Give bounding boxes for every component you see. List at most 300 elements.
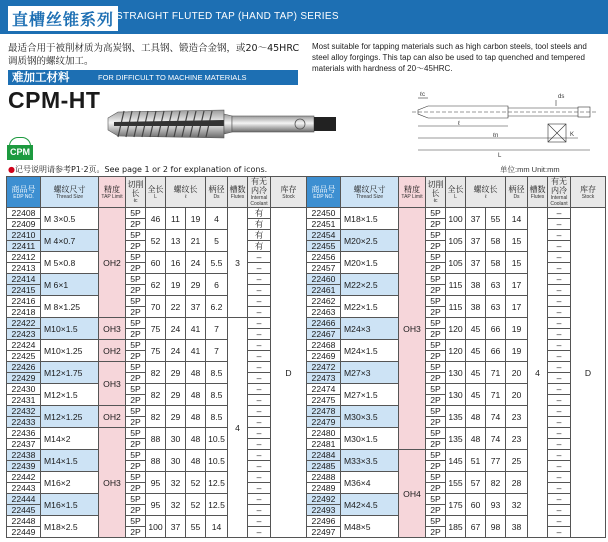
edp-no: 22425 (7, 351, 41, 362)
edp-no: 22416 (7, 296, 41, 307)
col-header-en: Thread Size (356, 193, 383, 200)
internal-coolant: – (248, 428, 271, 439)
internal-coolant: – (248, 307, 271, 318)
internal-coolant: – (548, 230, 571, 241)
col-header-7 (228, 177, 248, 208)
cutting-length: 2P (126, 439, 146, 450)
edp-no: 22457 (307, 263, 341, 274)
cutting-length: 5P (426, 428, 446, 439)
col-header-cn: 螺纹长 (473, 184, 498, 194)
table-row (7, 208, 307, 219)
table-row (7, 406, 307, 417)
col-header-8 (248, 177, 271, 208)
edp-no: 22430 (7, 384, 41, 395)
dim-l: 16 (166, 252, 186, 274)
dim-ds: 7 (206, 318, 228, 340)
col-header-cn: 库存 (580, 184, 596, 194)
internal-coolant: – (548, 263, 571, 274)
edp-no: 22426 (7, 362, 41, 373)
dim-L: 105 (446, 252, 466, 274)
dim-ds: 5 (206, 230, 228, 252)
icon-note (8, 164, 267, 175)
label-L: L (498, 153, 502, 159)
edp-no: 22432 (7, 406, 41, 417)
col-header-3 (126, 177, 146, 208)
col-header-5 (166, 177, 206, 208)
col-header-3 (426, 177, 446, 208)
col-header-4 (446, 177, 466, 208)
dim-ds: 12.5 (206, 494, 228, 516)
spec-table-right (306, 176, 606, 538)
dim-d: 52 (186, 472, 206, 494)
col-header-cn: 有无内冷 (251, 177, 267, 195)
internal-coolant: – (548, 516, 571, 527)
label-ds: ds (558, 94, 565, 100)
thread-size: M36×4 (341, 472, 399, 494)
col-header-9 (571, 177, 606, 208)
cutting-length: 5P (426, 406, 446, 417)
label-l: ℓ (458, 121, 460, 127)
dim-l: 29 (166, 406, 186, 428)
col-header-cn: 螺纹长 (173, 184, 198, 194)
dim-ds: 14 (206, 516, 228, 538)
edp-no: 22479 (307, 417, 341, 428)
label-ln: ℓn (493, 133, 499, 139)
thread-size: M48×5 (341, 516, 399, 538)
col-header-cn: 有无内冷 (551, 177, 567, 195)
note-text: 记号说明请参考P1·2页。See page 1 or 2 for explanation of icons. (14, 165, 268, 174)
edp-no: 22439 (7, 461, 41, 472)
dim-L: 100 (446, 208, 466, 230)
dim-d: 74 (486, 406, 506, 428)
cutting-length: 5P (126, 494, 146, 505)
dim-l: 29 (166, 384, 186, 406)
edp-no: 22442 (7, 472, 41, 483)
dim-ds: 7 (206, 340, 228, 362)
dim-d: 29 (186, 274, 206, 296)
dim-d: 77 (486, 450, 506, 472)
internal-coolant: – (248, 439, 271, 450)
internal-coolant: 有 (248, 230, 271, 241)
dim-ds: 32 (506, 494, 528, 516)
dim-l: 48 (466, 406, 486, 428)
thread-size: M20×1.5 (341, 252, 399, 274)
edp-no: 22424 (7, 340, 41, 351)
edp-no: 22469 (307, 351, 341, 362)
dim-L: 155 (446, 472, 466, 494)
cutting-length: 2P (126, 395, 146, 406)
cutting-length: 5P (426, 494, 446, 505)
dim-ds: 17 (506, 296, 528, 318)
dim-L: 95 (146, 494, 166, 516)
dim-d: 71 (486, 362, 506, 384)
cutting-length: 5P (426, 252, 446, 263)
col-header-en: ℓc (433, 198, 438, 204)
thread-size: M 5×0.8 (41, 252, 99, 274)
edp-no: 22436 (7, 428, 41, 439)
edp-no: 22455 (307, 241, 341, 252)
label-lc: ℓc (420, 92, 425, 98)
edp-no: 22415 (7, 285, 41, 296)
internal-coolant: – (548, 483, 571, 494)
dim-L: 75 (146, 340, 166, 362)
dim-ds: 19 (506, 318, 528, 340)
table-row (307, 384, 606, 395)
table-row (7, 340, 307, 351)
cutting-length: 5P (126, 472, 146, 483)
col-header-en: Ds (513, 193, 520, 200)
thread-size: M 4×0.7 (41, 230, 99, 252)
edp-no: 22454 (307, 230, 341, 241)
internal-coolant: – (548, 527, 571, 538)
cutting-length: 2P (126, 505, 146, 516)
dim-l: 37 (466, 252, 486, 274)
internal-coolant: – (248, 395, 271, 406)
edp-no: 22413 (7, 263, 41, 274)
internal-coolant: – (548, 505, 571, 516)
cutting-length: 2P (426, 505, 446, 516)
table-row (7, 362, 307, 373)
col-header-en: ℓ (484, 193, 487, 200)
thread-size: M16×1.5 (41, 494, 99, 516)
table-head-left (7, 177, 307, 208)
cutting-length: 2P (126, 483, 146, 494)
col-header-6 (506, 177, 528, 208)
col-header-1 (341, 177, 399, 208)
thread-size: M14×2 (41, 428, 99, 450)
dim-ds: 8.5 (206, 384, 228, 406)
edp-no: 22448 (7, 516, 41, 527)
table-row (307, 516, 606, 527)
dim-d: 66 (486, 340, 506, 362)
edp-no: 22461 (307, 285, 341, 296)
edp-no: 22475 (307, 395, 341, 406)
dim-d: 24 (186, 252, 206, 274)
thread-size: M10×1.5 (41, 318, 99, 340)
thread-size: M22×2.5 (341, 274, 399, 296)
dim-L: 115 (446, 274, 466, 296)
dim-l: 48 (466, 428, 486, 450)
col-header-cn: 精度 (404, 184, 420, 194)
category-subtitle: FOR DIFFICULT TO MACHINE MATERIALS (98, 73, 247, 82)
dim-L: 88 (146, 450, 166, 472)
internal-coolant: – (248, 406, 271, 417)
dim-L: 105 (446, 230, 466, 252)
dim-L: 52 (146, 230, 166, 252)
col-header-en: Flutes (530, 193, 545, 200)
cutting-length: 2P (426, 285, 446, 296)
dim-L: 175 (446, 494, 466, 516)
tap-limit: OH3 (399, 208, 426, 450)
tap-limit: OH2 (99, 406, 126, 428)
cutting-length: 5P (426, 208, 446, 219)
cutting-length: 5P (126, 340, 146, 351)
internal-coolant: 有 (248, 208, 271, 219)
dim-L: 95 (146, 472, 166, 494)
dim-L: 130 (446, 362, 466, 384)
thread-size: M18×1.5 (341, 208, 399, 230)
dim-ds: 25 (506, 450, 528, 472)
thread-size: M12×1.75 (41, 362, 99, 384)
thread-size: M20×2.5 (341, 230, 399, 252)
dim-d: 63 (486, 296, 506, 318)
col-header-2 (99, 177, 126, 208)
internal-coolant: – (548, 406, 571, 417)
internal-coolant: – (248, 494, 271, 505)
thread-size: M 3×0.5 (41, 208, 99, 230)
dim-l: 11 (166, 208, 186, 230)
col-header-6 (206, 177, 228, 208)
tap-limit: OH2 (99, 340, 126, 362)
edp-no: 22414 (7, 274, 41, 285)
edp-no: 22445 (7, 505, 41, 516)
dim-d: 74 (486, 428, 506, 450)
edp-no: 22451 (307, 219, 341, 230)
dim-L: 62 (146, 274, 166, 296)
table-row (307, 472, 606, 483)
col-header-en: Thread Size (56, 193, 83, 200)
cutting-length: 2P (426, 527, 446, 538)
internal-coolant: – (548, 351, 571, 362)
edp-no: 22466 (307, 318, 341, 329)
internal-coolant: – (248, 296, 271, 307)
edp-no: 22472 (307, 362, 341, 373)
internal-coolant: – (548, 461, 571, 472)
dim-l: 57 (466, 472, 486, 494)
product-name: CPM-HT (8, 87, 101, 113)
col-header-en: ℓc (133, 198, 138, 204)
table-row (7, 428, 307, 439)
thread-size: M42×4.5 (341, 494, 399, 516)
dim-d: 48 (186, 406, 206, 428)
dim-l: 22 (166, 296, 186, 318)
dim-l: 45 (466, 318, 486, 340)
edp-no: 22429 (7, 373, 41, 384)
spec-table-left (6, 176, 307, 538)
dim-L: 130 (446, 384, 466, 406)
table-row (7, 516, 307, 527)
internal-coolant: – (548, 219, 571, 230)
tap-limit: OH3 (99, 428, 126, 538)
edp-no: 22449 (7, 527, 41, 538)
dim-ds: 19 (506, 340, 528, 362)
thread-size: M27×1.5 (341, 384, 399, 406)
cutting-length: 2P (126, 285, 146, 296)
table-row (7, 450, 307, 461)
table-row (307, 494, 606, 505)
thread-size: M24×3 (341, 318, 399, 340)
dim-ds: 14 (506, 208, 528, 230)
cutting-length: 2P (126, 373, 146, 384)
cutting-length: 2P (426, 329, 446, 340)
dim-L: 82 (146, 384, 166, 406)
table-row (307, 208, 606, 219)
cutting-length: 5P (126, 208, 146, 219)
cutting-length: 2P (426, 417, 446, 428)
dim-l: 45 (466, 384, 486, 406)
dim-l: 29 (166, 362, 186, 384)
dim-l: 30 (166, 428, 186, 450)
table-row (307, 318, 606, 329)
dim-L: 88 (146, 428, 166, 450)
col-header-2 (399, 177, 426, 208)
internal-coolant: – (248, 285, 271, 296)
col-header-cn: 精度 (104, 184, 120, 194)
page-title: 直槽丝锥系列 (8, 6, 118, 31)
internal-coolant: – (248, 373, 271, 384)
edp-no: 22463 (307, 307, 341, 318)
dim-d: 37 (186, 296, 206, 318)
cutting-length: 2P (426, 483, 446, 494)
col-header-cn: 切削长 (127, 180, 144, 198)
dim-L: 120 (446, 318, 466, 340)
internal-coolant: – (248, 362, 271, 373)
edp-no: 22437 (7, 439, 41, 450)
edp-no: 22497 (307, 527, 341, 538)
internal-coolant: – (548, 450, 571, 461)
dim-d: 55 (186, 516, 206, 538)
internal-coolant: – (548, 395, 571, 406)
dim-l: 60 (466, 494, 486, 516)
dim-l: 37 (166, 516, 186, 538)
edp-no: 22488 (307, 472, 341, 483)
category-title: 难加工材料 (12, 70, 70, 84)
edp-no: 22485 (307, 461, 341, 472)
internal-coolant: – (548, 329, 571, 340)
dim-ds: 6.2 (206, 296, 228, 318)
table-row (307, 274, 606, 285)
cutting-length: 2P (426, 263, 446, 274)
thread-size: M33×3.5 (341, 450, 399, 472)
dim-l: 37 (466, 208, 486, 230)
col-header-cn: 螺纹尺寸 (53, 184, 86, 194)
internal-coolant: – (248, 417, 271, 428)
cutting-length: 2P (126, 527, 146, 538)
cutting-length: 2P (426, 439, 446, 450)
cutting-length: 5P (426, 472, 446, 483)
dim-ds: 23 (506, 406, 528, 428)
col-header-0 (7, 177, 41, 208)
col-header-cn: 螺纹尺寸 (353, 184, 386, 194)
col-header-cn: 柄径 (208, 184, 225, 194)
edp-no: 22409 (7, 219, 41, 230)
cutting-length: 5P (426, 384, 446, 395)
table-row (7, 252, 307, 263)
edp-no: 22431 (7, 395, 41, 406)
dim-ds: 20 (506, 362, 528, 384)
cutting-length: 5P (126, 384, 146, 395)
tap-dimension-drawing (398, 90, 604, 160)
table-body-left (7, 208, 307, 538)
dim-l: 45 (466, 340, 486, 362)
edp-no: 22481 (307, 439, 341, 450)
thread-size: M10×1.25 (41, 340, 99, 362)
edp-no: 22492 (307, 494, 341, 505)
col-header-en: Stock (282, 193, 295, 200)
dim-L: 100 (146, 516, 166, 538)
cutting-length: 2P (126, 241, 146, 252)
internal-coolant: – (548, 340, 571, 351)
edp-no: 22423 (7, 329, 41, 340)
thread-size: M 6×1 (41, 274, 99, 296)
thread-size: M12×1.5 (41, 384, 99, 406)
edp-no: 22408 (7, 208, 41, 219)
cutting-length: 2P (426, 373, 446, 384)
col-header-en: Ds (213, 193, 220, 200)
cutting-length: 2P (126, 307, 146, 318)
internal-coolant: – (548, 274, 571, 285)
dim-ds: 38 (506, 516, 528, 538)
dim-ds: 15 (506, 230, 528, 252)
edp-no: 22473 (307, 373, 341, 384)
col-header-en: L (454, 193, 457, 200)
cutting-length: 5P (126, 406, 146, 417)
dim-L: 82 (146, 362, 166, 384)
dim-ds: 23 (506, 428, 528, 450)
dim-L: 185 (446, 516, 466, 538)
internal-coolant: – (248, 351, 271, 362)
internal-coolant: – (548, 362, 571, 373)
dim-d: 48 (186, 384, 206, 406)
dim-l: 30 (166, 450, 186, 472)
dim-ds: 17 (506, 274, 528, 296)
thread-size: M22×1.5 (341, 296, 399, 318)
cutting-length: 5P (426, 362, 446, 373)
internal-coolant: – (248, 483, 271, 494)
table-row (307, 450, 606, 461)
dim-l: 45 (466, 362, 486, 384)
cutting-length: 5P (426, 230, 446, 241)
dim-ds: 28 (506, 472, 528, 494)
cutting-length: 2P (426, 241, 446, 252)
dim-d: 41 (186, 318, 206, 340)
cpm-badge: CPM (7, 145, 33, 160)
edp-no: 22478 (307, 406, 341, 417)
cutting-length: 2P (426, 219, 446, 230)
internal-coolant: – (248, 274, 271, 285)
col-header-cn: 槽数 (529, 184, 546, 194)
dim-L: 135 (446, 406, 466, 428)
col-header-9 (271, 177, 307, 208)
col-header-cn: 全长 (147, 184, 164, 194)
internal-coolant: – (248, 505, 271, 516)
dim-L: 70 (146, 296, 166, 318)
edp-no: 22410 (7, 230, 41, 241)
col-header-7 (528, 177, 548, 208)
internal-coolant: – (548, 417, 571, 428)
header-row (307, 177, 606, 208)
internal-coolant: 有 (248, 219, 271, 230)
dim-L: 75 (146, 318, 166, 340)
cutting-length: 2P (126, 263, 146, 274)
col-header-5 (466, 177, 506, 208)
dim-d: 52 (186, 494, 206, 516)
internal-coolant: – (248, 516, 271, 527)
flutes: 4 (528, 208, 548, 538)
table-row (307, 428, 606, 439)
thread-size: M 8×1.25 (41, 296, 99, 318)
col-header-cn: 槽数 (229, 184, 246, 194)
edp-no: 22467 (307, 329, 341, 340)
dim-L: 145 (446, 450, 466, 472)
dim-d: 48 (186, 450, 206, 472)
table-row (307, 296, 606, 307)
edp-no: 22460 (307, 274, 341, 285)
internal-coolant: 有 (248, 241, 271, 252)
cutting-length: 5P (126, 428, 146, 439)
internal-coolant: – (248, 450, 271, 461)
col-header-en: TAP Limit (401, 193, 423, 200)
